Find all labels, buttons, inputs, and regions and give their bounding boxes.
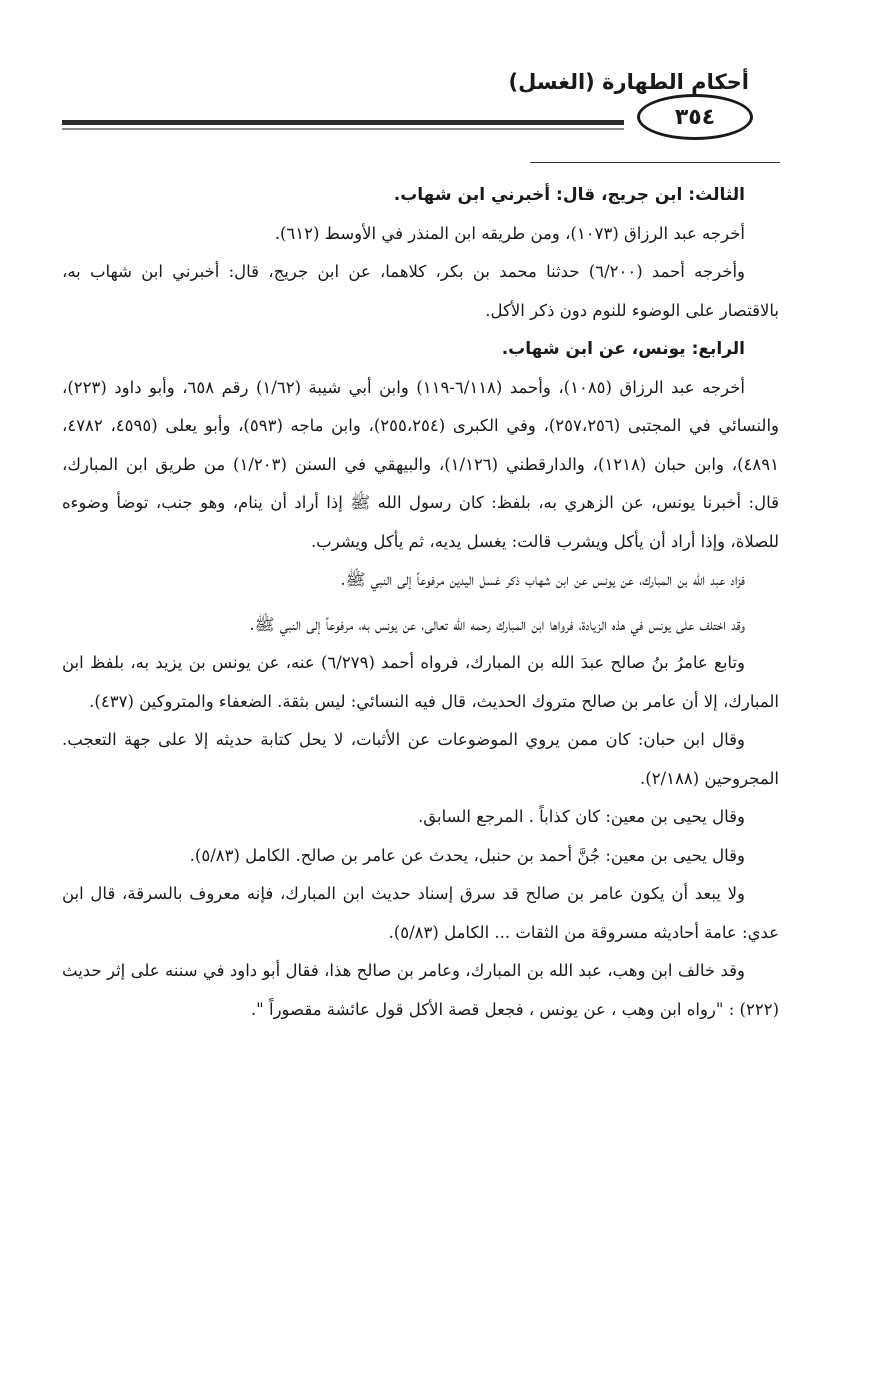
paragraph: وقال يحيى بن معين: كان كذاباً . المرجع السابق. bbox=[417, 807, 745, 826]
paragraph: وقال يحيى بن معين: جُنَّ أحمد بن حنبل، يحدث عن عامر بن صالح. الكامل (٥/٨٣). bbox=[189, 845, 745, 865]
section-heading-third: الثالث: ابن جريج، قال: أخبرني ابن شهاب. bbox=[393, 185, 745, 205]
header-rule-thick bbox=[62, 120, 624, 125]
paragraph: أخرجه عبد الرزاق (١٠٧٣)، ومن طريقه ابن المنذر في الأوسط (٦١٢). bbox=[274, 223, 745, 243]
paragraph: وقد خالف ابن وهب، عبد الله بن المبارك، وعامر بن صالح هذا، فقال أبو داود في سننه على إثر حديث (٢٢٢) : "رواه ابن وهب ، عن يونس ، فجعل قصة الأكل قول عائشة مقصوراً ". bbox=[62, 961, 779, 1019]
paragraph: أخرجه عبد الرزاق (١٠٨٥)، وأحمد (٦/١١٨-١١٩) وابن أبي شيبة (١/٦٢) رقم ٦٥٨، وأبو داود (٢٢٣)، والنسائي في المجتبى (٢٥٧،٢٥٦)، وفي الكبرى (٢٥٥،٢٥٤)، وابن ماجه (٥٩٣)، وأبو يعلى (٤٥٩٥، ٤٧٨٢، ٤٨٩١)، وابن حبان (١٢١٨)، والدارقطني (١/١٢٦)، والبيهقي في السنن (١/٢٠٣) من طريق ابن المبارك، قال: أخبرنا يونس، عن الزهري به، بلفظ: كان رسول الله ﷺ إذا أراد أن ينام، وهو جنب، توضأ وضوءه للصلاة، وإذا أراد أن يأكل ويشرب قالت: يغسل يديه، ثم يأكل ويشرب. bbox=[62, 377, 780, 551]
book-title: أحكام الطهارة (الغسل) bbox=[508, 70, 749, 94]
paragraph: فزاد عبد الله بن المبارك، عن يونس عن ابن شهاب ذكر غسل اليدين مرفوعاً إلى النبي ﷺ. bbox=[340, 570, 745, 589]
paragraph: ولا يبعد أن يكون عامر بن صالح قد سرق إسناد حديث ابن المبارك، فإنه معروف بالسرقة، قال ابن عدي: عامة أحاديثه مسروقة من الثقات ... الكامل (٥/٨٣). bbox=[62, 884, 779, 942]
paragraph: وقد اختلف على يونس في هذه الزيادة، فرواها ابن المبارك رحمه الله تعالى، عن يونس به، مرفوعاً إلى النبي ﷺ. bbox=[249, 614, 745, 634]
paragraph: وأخرجه أحمد (٦/٢٠٠) حدثنا محمد بن بكر، كلاهما، عن ابن جريج، قال: أخبرني ابن شهاب به، بالاقتصار على الوضوء للنوم دون ذكر الأكل. bbox=[62, 262, 779, 320]
page-header bbox=[62, 70, 749, 130]
page-body bbox=[62, 176, 779, 1029]
section-heading-fourth: الرابع: يونس، عن ابن شهاب. bbox=[501, 339, 745, 359]
section-divider bbox=[530, 162, 780, 163]
page-number: ٣٥٤ bbox=[674, 104, 716, 130]
page-number-badge bbox=[637, 94, 753, 140]
header-rule-thin bbox=[62, 128, 624, 130]
paragraph: وقال ابن حبان: كان ممن يروي الموضوعات عن الأثبات، لا يحل كتابة حديثه إلا على جهة التعجب. المجروحين (٢/١٨٨). bbox=[62, 730, 779, 788]
paragraph: وتابع عامرُ بنُ صالح عبدَ الله بن المبارك، فرواه أحمد (٦/٢٧٩) عنه، عن يونس بن يزيد به، بلفظ ابن المبارك، إلا أن عامر بن صالح متروك الحديث، قال فيه النسائي: ليس بثقة. الضعفاء والمتروكين (٤٣٧). bbox=[62, 653, 779, 711]
